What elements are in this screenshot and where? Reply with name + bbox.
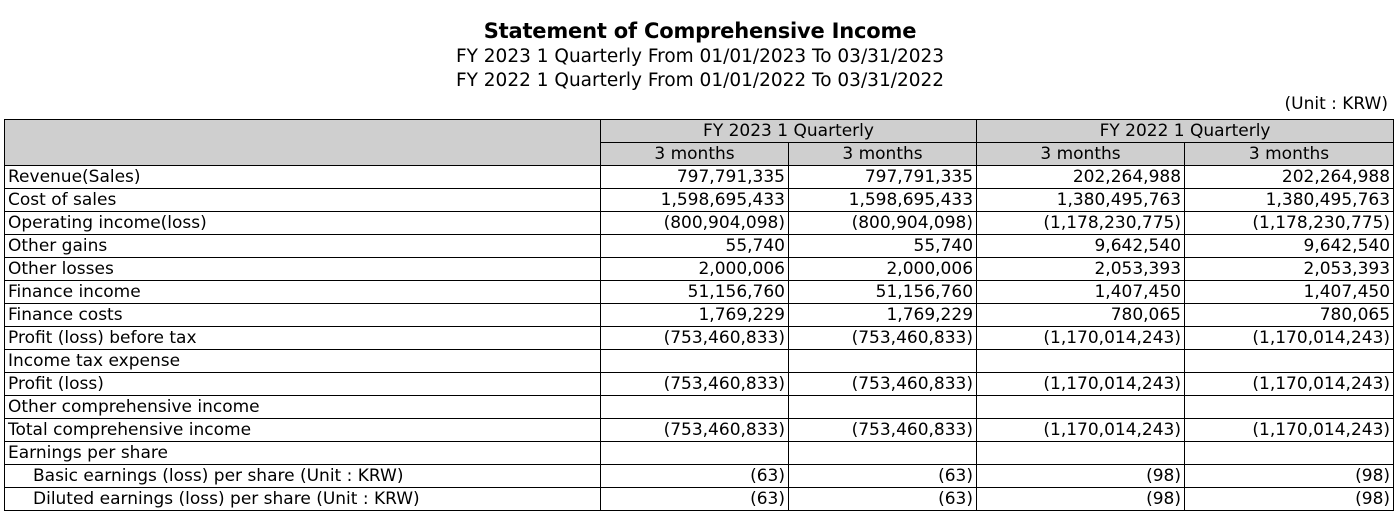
row-label: Total comprehensive income (5, 419, 601, 442)
period-line-fy2023: FY 2023 1 Quarterly From 01/01/2023 To 03/31/2023 (455, 46, 945, 67)
value-cell: (1,170,014,243) (1185, 373, 1394, 396)
value-cell: 780,065 (977, 304, 1185, 327)
account-header-cell (5, 120, 601, 166)
value-cell: 51,156,760 (789, 281, 977, 304)
table-row (5, 212, 1394, 235)
value-cell: (63) (789, 488, 977, 511)
table-row (5, 465, 1394, 488)
table-row (5, 350, 1394, 373)
value-cell: (1,178,230,775) (977, 212, 1185, 235)
value-cell: (753,460,833) (601, 373, 789, 396)
value-cell (789, 442, 977, 465)
value-cell (1185, 442, 1394, 465)
value-cell: 55,740 (789, 235, 977, 258)
row-label: Profit (loss) (5, 373, 601, 396)
table-row (5, 304, 1394, 327)
value-cell: (98) (1185, 488, 1394, 511)
table-row (5, 419, 1394, 442)
period-line-fy2022: FY 2022 1 Quarterly From 01/01/2022 To 03/31/2022 (455, 70, 945, 91)
table-row (5, 189, 1394, 212)
row-label: Revenue(Sales) (5, 166, 601, 189)
value-cell: (63) (789, 465, 977, 488)
statement-header (0, 18, 1400, 93)
sub-header-cell: 3 months (977, 143, 1185, 166)
value-cell: 2,000,006 (601, 258, 789, 281)
value-cell: 2,053,393 (1185, 258, 1394, 281)
value-cell: (98) (1185, 465, 1394, 488)
row-label: Finance income (5, 281, 601, 304)
row-label: Cost of sales (5, 189, 601, 212)
value-cell: (1,170,014,243) (1185, 419, 1394, 442)
row-label: Other gains (5, 235, 601, 258)
value-cell (789, 396, 977, 419)
value-cell: 1,769,229 (789, 304, 977, 327)
value-cell: (753,460,833) (789, 373, 977, 396)
row-label: Profit (loss) before tax (5, 327, 601, 350)
value-cell: 780,065 (1185, 304, 1394, 327)
unit-label: (Unit : KRW) (1284, 94, 1388, 114)
period-header-row (5, 120, 1394, 143)
table-row (5, 488, 1394, 511)
row-label: Earnings per share (5, 442, 601, 465)
value-cell: (1,178,230,775) (1185, 212, 1394, 235)
row-label: Income tax expense (5, 350, 601, 373)
value-cell: 9,642,540 (977, 235, 1185, 258)
sub-header-cell: 3 months (789, 143, 977, 166)
value-cell (601, 350, 789, 373)
row-label: Finance costs (5, 304, 601, 327)
value-cell: 2,053,393 (977, 258, 1185, 281)
value-cell: 1,769,229 (601, 304, 789, 327)
value-cell: 797,791,335 (601, 166, 789, 189)
table-row (5, 235, 1394, 258)
value-cell (977, 350, 1185, 373)
value-cell (977, 396, 1185, 419)
value-cell: (800,904,098) (601, 212, 789, 235)
row-label: Basic earnings (loss) per share (Unit : KRW) (5, 465, 601, 488)
value-cell (1185, 350, 1394, 373)
value-cell (1185, 396, 1394, 419)
row-label: Other comprehensive income (5, 396, 601, 419)
value-cell: 1,598,695,433 (601, 189, 789, 212)
value-cell: (753,460,833) (601, 327, 789, 350)
row-label: Operating income(loss) (5, 212, 601, 235)
value-cell (789, 350, 977, 373)
value-cell: (753,460,833) (789, 419, 977, 442)
period-header-fy2023: FY 2023 1 Quarterly (601, 120, 977, 143)
value-cell: 797,791,335 (789, 166, 977, 189)
value-cell: (1,170,014,243) (1185, 327, 1394, 350)
value-cell: 1,407,450 (1185, 281, 1394, 304)
value-cell (977, 442, 1185, 465)
sub-header-cell: 3 months (1185, 143, 1394, 166)
value-cell: (1,170,014,243) (977, 327, 1185, 350)
table-row (5, 281, 1394, 304)
value-cell: (800,904,098) (789, 212, 977, 235)
value-cell: 1,598,695,433 (789, 189, 977, 212)
value-cell: (753,460,833) (601, 419, 789, 442)
income-statement-table (4, 119, 1394, 511)
value-cell: (98) (977, 465, 1185, 488)
table-row (5, 166, 1394, 189)
value-cell: (63) (601, 488, 789, 511)
value-cell: (753,460,833) (789, 327, 977, 350)
value-cell (601, 442, 789, 465)
value-cell: 202,264,988 (977, 166, 1185, 189)
value-cell: (63) (601, 465, 789, 488)
value-cell: 1,380,495,763 (977, 189, 1185, 212)
value-cell: 55,740 (601, 235, 789, 258)
table-row (5, 442, 1394, 465)
table-row (5, 258, 1394, 281)
table-row (5, 373, 1394, 396)
statement-title: Statement of Comprehensive Income (483, 19, 917, 43)
row-label: Other losses (5, 258, 601, 281)
value-cell: 2,000,006 (789, 258, 977, 281)
sub-header-cell: 3 months (601, 143, 789, 166)
period-header-fy2022: FY 2022 1 Quarterly (977, 120, 1394, 143)
row-label: Diluted earnings (loss) per share (Unit : KRW) (5, 488, 601, 511)
value-cell: (1,170,014,243) (977, 373, 1185, 396)
value-cell: 9,642,540 (1185, 235, 1394, 258)
value-cell: 202,264,988 (1185, 166, 1394, 189)
value-cell (601, 396, 789, 419)
table-row (5, 327, 1394, 350)
value-cell: 1,407,450 (977, 281, 1185, 304)
value-cell: 51,156,760 (601, 281, 789, 304)
value-cell: (98) (977, 488, 1185, 511)
value-cell: 1,380,495,763 (1185, 189, 1394, 212)
table-row (5, 396, 1394, 419)
value-cell: (1,170,014,243) (977, 419, 1185, 442)
